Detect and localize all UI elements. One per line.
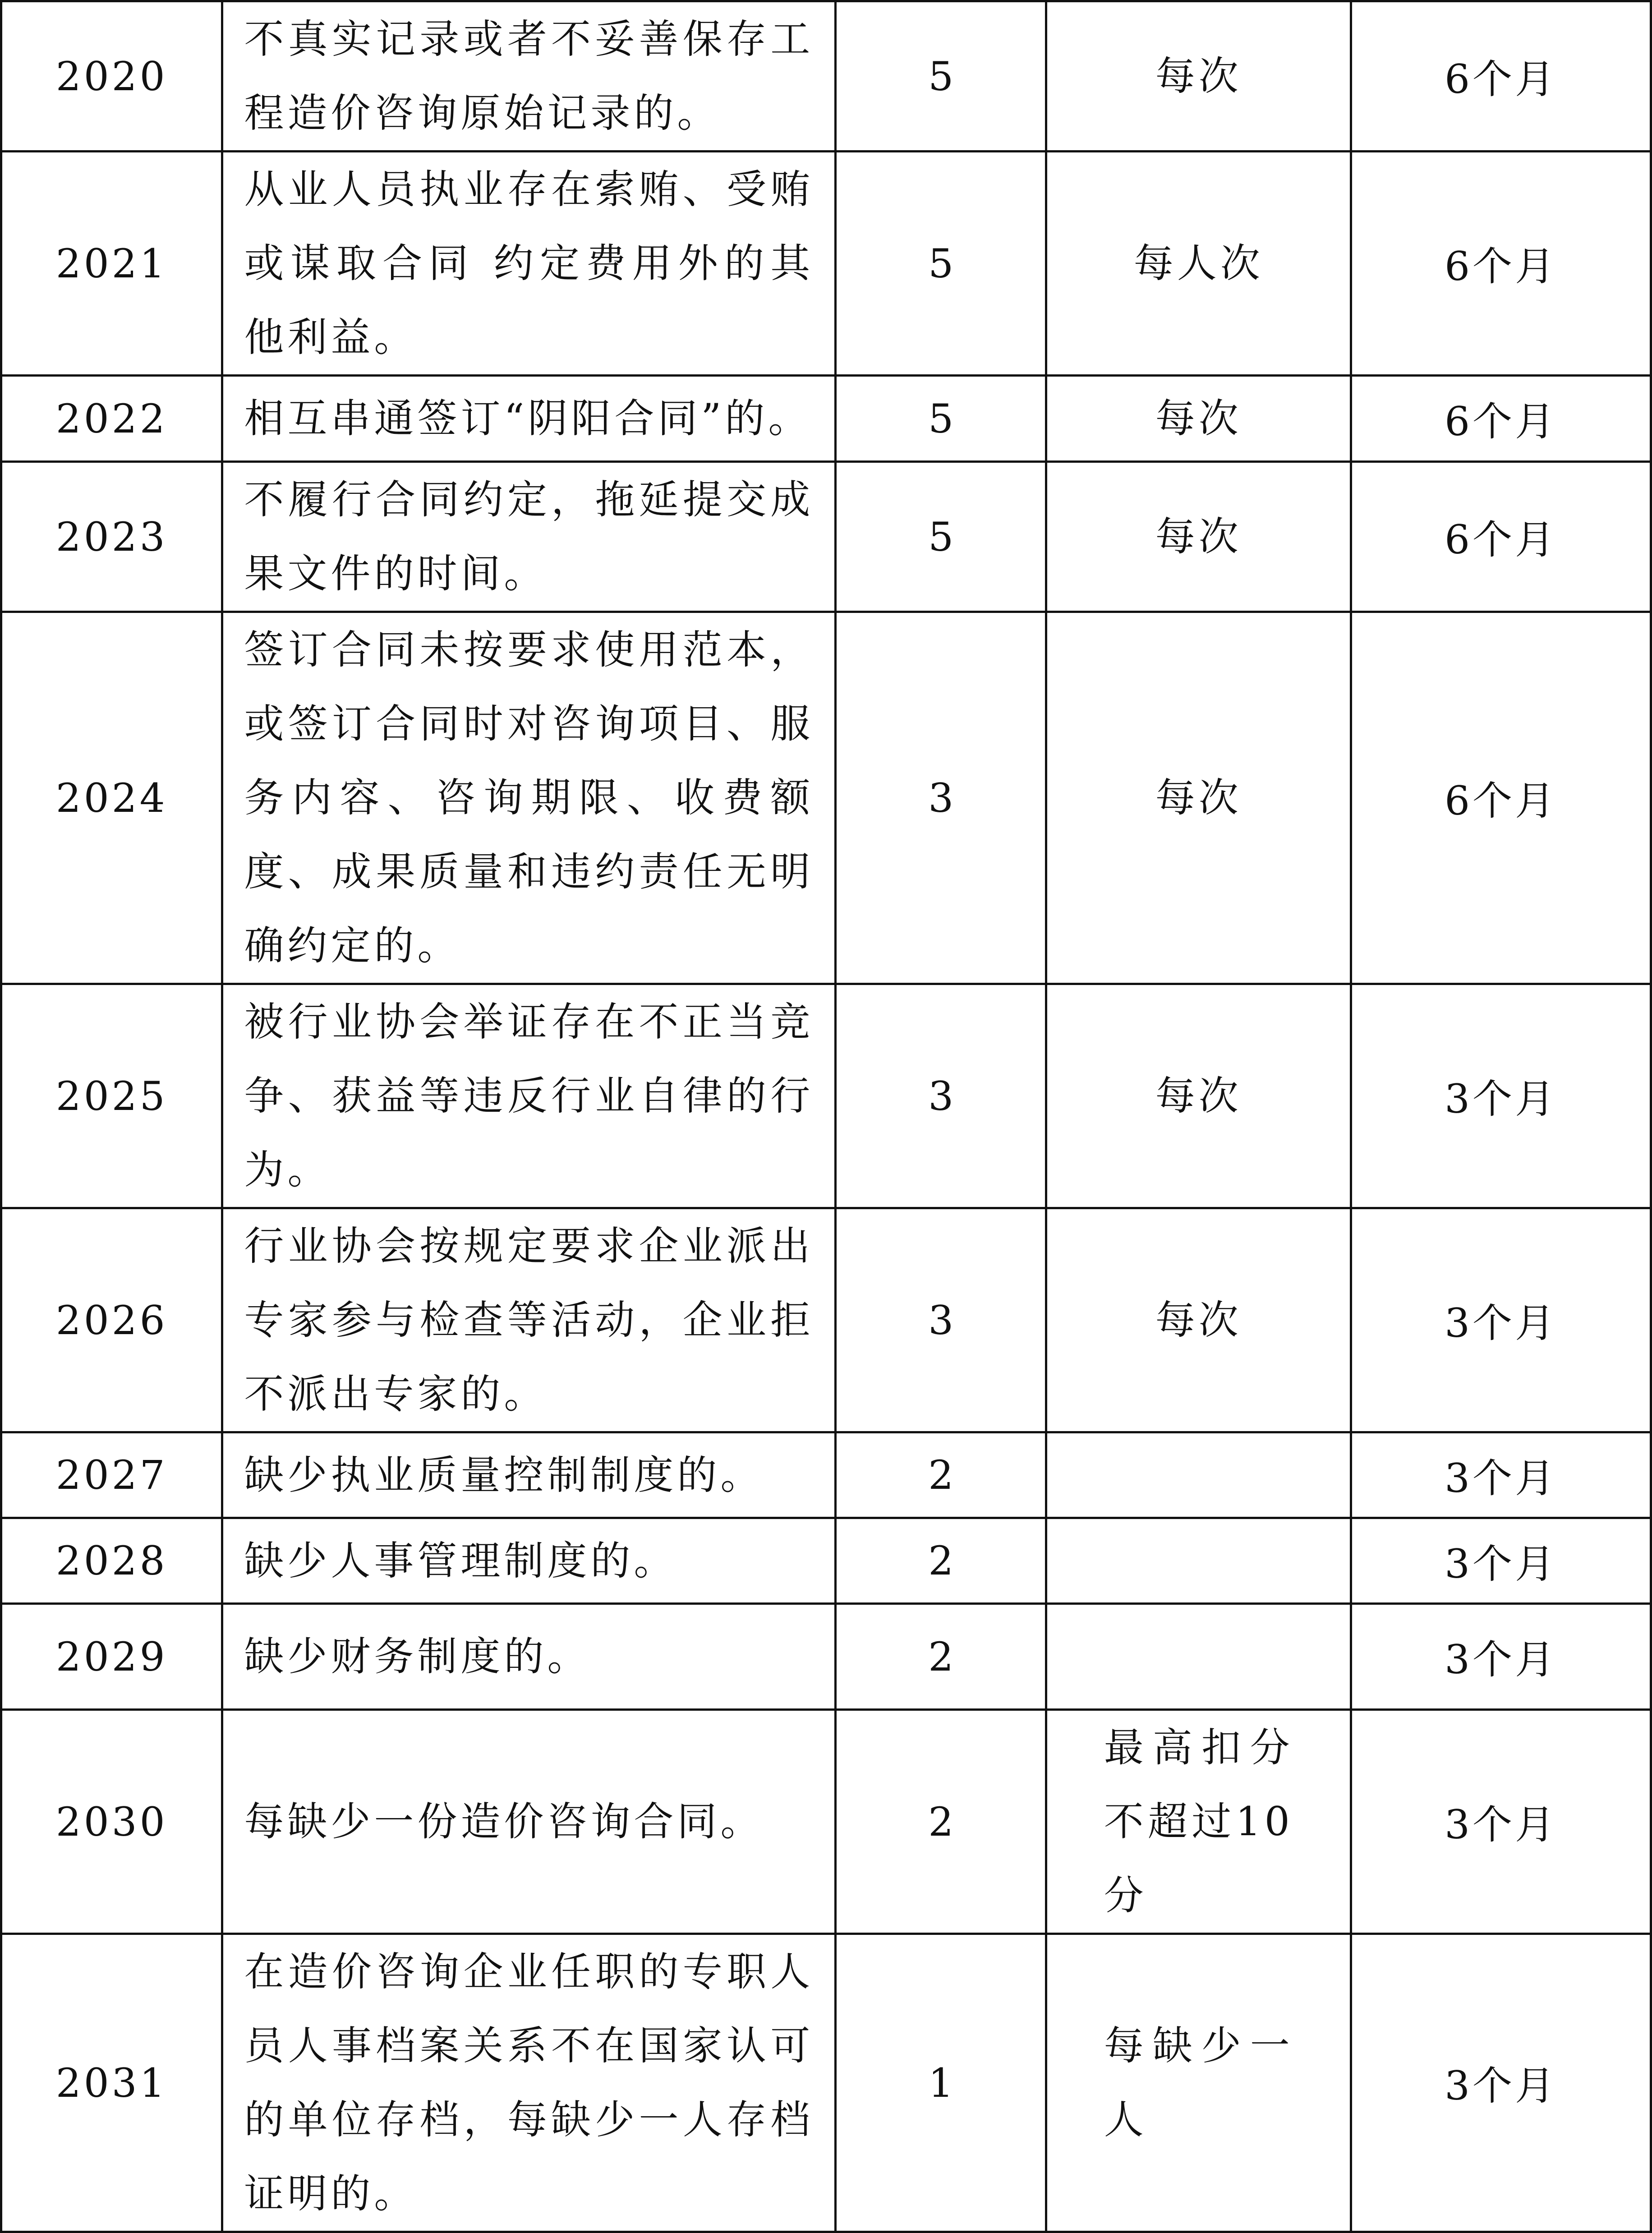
penalty-period: 3个月	[1351, 1934, 1651, 2232]
deduction-score: 2	[836, 1432, 1046, 1518]
frequency-text: 每次	[1155, 774, 1242, 821]
penalty-period: 6个月	[1351, 1, 1651, 152]
item-description: 被行业协会举证存在不正当竞争、获益等违反行业自律的行为。	[222, 984, 836, 1208]
table-row	[1, 1710, 1651, 1934]
penalty-period: 6个月	[1351, 612, 1651, 984]
penalty-period: 3个月	[1351, 1710, 1651, 1934]
deduction-frequency	[1046, 462, 1351, 612]
item-code: 2023	[1, 462, 222, 612]
frequency-text: 每次	[1155, 1073, 1242, 1119]
item-code: 2031	[1, 1934, 222, 2232]
item-code: 2022	[1, 376, 222, 462]
frequency-text: 每次	[1155, 53, 1242, 99]
deduction-frequency	[1046, 152, 1351, 376]
penalty-period: 3个月	[1351, 1604, 1651, 1710]
item-description: 签订合同未按要求使用范本，或签订合同时对咨询项目、服务内容、咨询期限、收费额度、成果质量和违约责任无明确约定的。	[222, 612, 836, 984]
item-code: 2027	[1, 1432, 222, 1518]
deduction-frequency	[1046, 1208, 1351, 1432]
penalty-period: 6个月	[1351, 152, 1651, 376]
deduction-frequency	[1046, 984, 1351, 1208]
table-row	[1, 376, 1651, 462]
deduction-frequency	[1046, 612, 1351, 984]
frequency-text: 每缺少一人	[1104, 2022, 1293, 2143]
penalty-period: 3个月	[1351, 1208, 1651, 1432]
item-description: 不履行合同约定，拖延提交成果文件的时间。	[222, 462, 836, 612]
item-description: 行业协会按规定要求企业派出专家参与检查等活动，企业拒不派出专家的。	[222, 1208, 836, 1432]
item-description: 不真实记录或者不妥善保存工程造价咨询原始记录的。	[222, 1, 836, 152]
frequency-text: 每次	[1155, 1297, 1242, 1343]
item-code: 2030	[1, 1710, 222, 1934]
deduction-frequency	[1046, 1934, 1351, 2232]
table-row	[1, 612, 1651, 984]
deduction-frequency	[1046, 376, 1351, 462]
penalty-period: 3个月	[1351, 1432, 1651, 1518]
item-description: 从业人员执业存在索贿、受贿或谋取合同 约定费用外的其他利益。	[222, 152, 836, 376]
item-code: 2021	[1, 152, 222, 376]
item-code: 2029	[1, 1604, 222, 1710]
deduction-score: 3	[836, 1208, 1046, 1432]
item-description: 缺少人事管理制度的。	[222, 1518, 836, 1604]
deduction-frequency	[1046, 1432, 1351, 1518]
penalty-period: 6个月	[1351, 462, 1651, 612]
penalty-period: 3个月	[1351, 1518, 1651, 1604]
table-row	[1, 984, 1651, 1208]
deduction-score: 2	[836, 1710, 1046, 1934]
item-code: 2026	[1, 1208, 222, 1432]
table-row	[1, 1, 1651, 152]
deduction-frequency	[1046, 1518, 1351, 1604]
deduction-score: 5	[836, 376, 1046, 462]
deduction-score: 2	[836, 1604, 1046, 1710]
deduction-score: 1	[836, 1934, 1046, 2232]
item-code: 2025	[1, 984, 222, 1208]
deduction-score: 5	[836, 152, 1046, 376]
deduction-score: 5	[836, 1, 1046, 152]
deduction-score: 5	[836, 462, 1046, 612]
table-row	[1, 462, 1651, 612]
deduction-frequency	[1046, 1, 1351, 152]
table-row	[1, 1934, 1651, 2232]
item-description: 缺少财务制度的。	[222, 1604, 836, 1710]
deduction-frequency	[1046, 1604, 1351, 1710]
frequency-text: 每人次	[1133, 240, 1264, 286]
item-description: 缺少执业质量控制制度的。	[222, 1432, 836, 1518]
item-code: 2024	[1, 612, 222, 984]
deduction-score: 3	[836, 984, 1046, 1208]
table-row	[1, 1208, 1651, 1432]
table-row	[1, 1518, 1651, 1604]
item-code: 2020	[1, 1, 222, 152]
table-row	[1, 1432, 1651, 1518]
item-code: 2028	[1, 1518, 222, 1604]
item-description: 相互串通签订“阴阳合同”的。	[222, 376, 836, 462]
item-description: 每缺少一份造价咨询合同。	[222, 1710, 836, 1934]
item-description: 在造价咨询企业任职的专职人员人事档案关系不在国家认可的单位存档，每缺少一人存档证明的。	[222, 1934, 836, 2232]
frequency-text: 每次	[1155, 395, 1242, 442]
penalty-period: 6个月	[1351, 376, 1651, 462]
deduction-frequency	[1046, 1710, 1351, 1934]
deduction-score: 3	[836, 612, 1046, 984]
penalty-period: 3个月	[1351, 984, 1651, 1208]
deduction-score: 2	[836, 1518, 1046, 1604]
frequency-text: 每次	[1155, 513, 1242, 560]
table-row	[1, 1604, 1651, 1710]
frequency-text: 最高扣分不超过10分	[1104, 1724, 1293, 1919]
table-row	[1, 152, 1651, 376]
